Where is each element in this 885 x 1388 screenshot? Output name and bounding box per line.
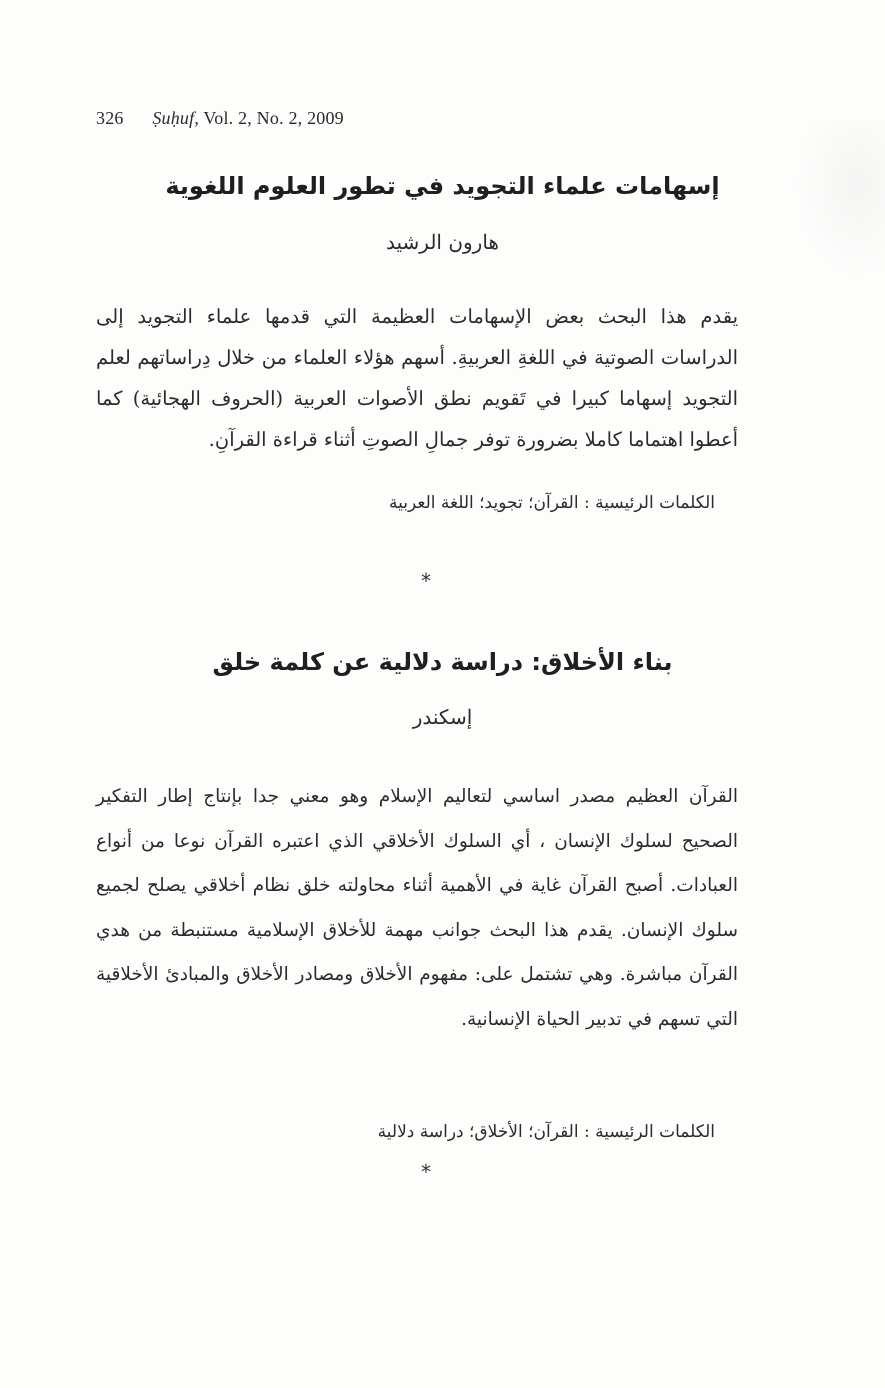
article1-title: إسهامات علماء التجويد في تطور العلوم اللغوية [165,172,720,200]
article1-abstract [96,296,738,460]
article2-abstract-text: القرآن العظيم مصدر اساسي لتعاليم الإسلام وهو معني جدا بإنتاج إطار التفكير الصحيح لسلوك الإنسان ، أي السلوك الأخلاقي الذي اعتبره القرآن نوعا من أنواع العبادات. أصبح القرآن غاية في الأهمية أثناء محاولته خلق نظام أخلاقي يصلح لجميع سلوك الإنسان. يقدم هذا البحث جوانب مهمة للأخلاق الإسلامية مستنبطة من هدي القرآن مباشرة. وهي تشتمل على: مفهوم الأخلاق ومصادر الأخلاق والمبادئ الأخلاقية التي تسهم في تدبير الحياة الإنسانية. [96,786,738,1030]
scan-shadow [795,120,885,280]
journal-citation: Vol. 2, No. 2, 2009 [203,108,344,128]
section-separator: * [421,569,431,593]
article2-keywords: الكلمات الرئيسية : القرآن؛ الأخلاق؛ دراسة دلالية [377,1122,715,1142]
page-number: 326 [96,108,124,128]
section-separator-2: * [421,1160,431,1184]
journal-name: Ṣuḥuf, [152,108,200,128]
article2-abstract [96,775,738,1042]
article2-author: إسكندر [412,705,473,729]
article1-author: هارون الرشيد [386,230,499,254]
running-head [96,108,344,129]
article2-title: بناء الأخلاق: دراسة دلالية عن كلمة خلق [212,648,673,676]
article1-abstract-text: يقدم هذا البحث بعض الإسهامات العظيمة التي قدمها علماء التجويد إلى الدراسات الصوتية في اللغةِ العربيةِ. أسهم هؤلاء العلماء من خلال دِراساتهم لعلم التجويد إسهاما كبيرا في تَقويم نطق الأصوات العربية (الحروف الهجائية) كما أعطوا اهتماما كاملا بضرورة توفر جمالِ الصوتِ أثناء قراءة القرآنِ. [96,305,738,451]
article1-keywords: الكلمات الرئيسية : القرآن؛ تجويد؛ اللغة العربية [389,493,715,513]
